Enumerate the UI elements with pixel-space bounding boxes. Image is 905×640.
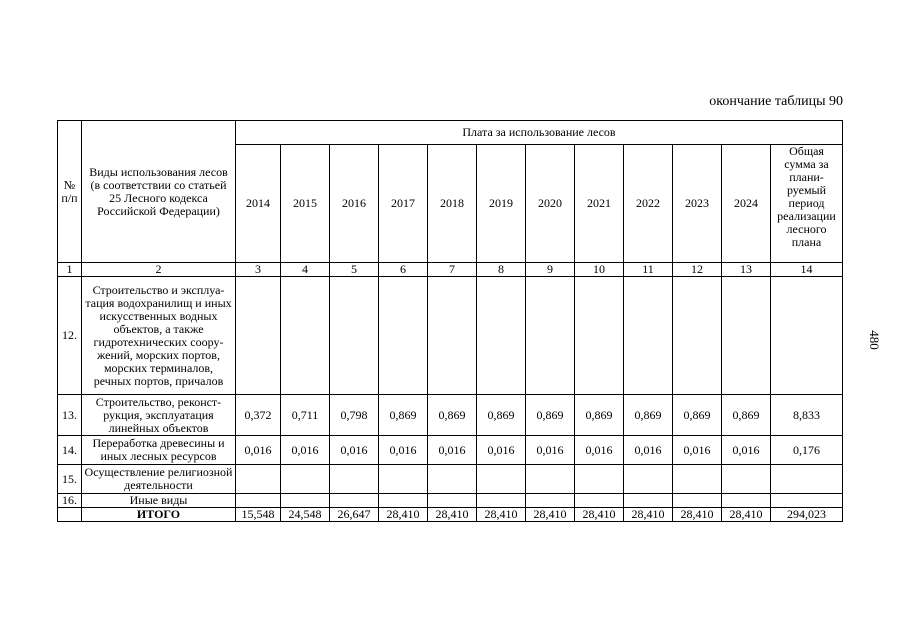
value-cell (236, 465, 281, 494)
total-column-header: Общая сумма за плани-руемый период реализации лесного плана (771, 145, 843, 263)
column-number: 10 (575, 263, 624, 277)
value-cell: 0,711 (281, 395, 330, 436)
total-value-cell: 28,410 (379, 508, 428, 522)
total-value-cell: 26,647 (330, 508, 379, 522)
total-value-cell: 28,410 (477, 508, 526, 522)
total-label: ИТОГО (82, 508, 236, 522)
value-cell: 0,869 (575, 395, 624, 436)
column-number: 2 (82, 263, 236, 277)
column-number: 12 (673, 263, 722, 277)
value-cell (379, 494, 428, 508)
value-cell (330, 277, 379, 395)
value-cell: 0,016 (526, 436, 575, 465)
value-cell (477, 494, 526, 508)
year-header: 2024 (722, 145, 771, 263)
total-row-number (58, 508, 82, 522)
row-number: 14. (58, 436, 82, 465)
year-header: 2016 (330, 145, 379, 263)
table-caption: окончание таблицы 90 (709, 94, 843, 109)
row-number: 13. (58, 395, 82, 436)
value-cell (722, 465, 771, 494)
table-row (58, 395, 843, 436)
year-header: 2022 (624, 145, 673, 263)
value-cell (281, 494, 330, 508)
row-total-cell (771, 277, 843, 395)
row-number: 16. (58, 494, 82, 508)
value-cell: 0,869 (526, 395, 575, 436)
value-cell (575, 277, 624, 395)
value-cell (428, 494, 477, 508)
value-cell (428, 465, 477, 494)
value-cell: 0,869 (722, 395, 771, 436)
value-cell (379, 465, 428, 494)
row-name: Строительство, реконст-рукция, эксплуатация линейных объектов (82, 395, 236, 436)
row-number: 15. (58, 465, 82, 494)
year-header: 2020 (526, 145, 575, 263)
value-cell (281, 277, 330, 395)
value-cell: 0,016 (379, 436, 428, 465)
value-cell (428, 277, 477, 395)
value-cell (624, 277, 673, 395)
row-total-cell (771, 465, 843, 494)
column-number: 6 (379, 263, 428, 277)
value-cell (673, 465, 722, 494)
value-cell: 0,016 (624, 436, 673, 465)
year-header: 2017 (379, 145, 428, 263)
column-number: 4 (281, 263, 330, 277)
total-value-cell: 28,410 (722, 508, 771, 522)
value-cell (722, 494, 771, 508)
value-cell (526, 494, 575, 508)
total-value-cell: 28,410 (624, 508, 673, 522)
value-cell (236, 494, 281, 508)
value-cell (673, 277, 722, 395)
value-cell (624, 465, 673, 494)
column-number: 7 (428, 263, 477, 277)
value-cell (379, 277, 428, 395)
column-header-number: № п/п (58, 121, 82, 263)
total-value-cell: 28,410 (673, 508, 722, 522)
column-number: 3 (236, 263, 281, 277)
value-cell: 0,869 (428, 395, 477, 436)
table-row (58, 465, 843, 494)
value-cell: 0,016 (575, 436, 624, 465)
value-cell (477, 465, 526, 494)
value-cell (624, 494, 673, 508)
table-row (58, 277, 843, 395)
value-cell (575, 494, 624, 508)
value-cell: 0,016 (722, 436, 771, 465)
total-value-cell: 15,548 (236, 508, 281, 522)
page-number: 480 (866, 330, 882, 350)
grand-total-cell: 294,023 (771, 508, 843, 522)
value-cell: 0,016 (428, 436, 477, 465)
value-cell (526, 277, 575, 395)
row-name: Иные виды (82, 494, 236, 508)
row-name: Переработка древесины и иных лесных ресурсов (82, 436, 236, 465)
column-header-type: Виды использования лесов (в соответствии со статьей 25 Лесного кодекса Российской Федерации) (82, 121, 236, 263)
value-cell (477, 277, 526, 395)
forest-payment-table (57, 120, 843, 522)
value-cell: 0,869 (624, 395, 673, 436)
year-header: 2019 (477, 145, 526, 263)
value-cell (722, 277, 771, 395)
value-cell: 0,016 (477, 436, 526, 465)
value-cell (281, 465, 330, 494)
column-number: 1 (58, 263, 82, 277)
value-cell (330, 465, 379, 494)
value-cell (236, 277, 281, 395)
row-name: Строительство и эксплуа-тация водохранилищ и иных искусственных водных объектов, а также гидротехнических соору-жений, морских портов, морских терминалов, речных портов, причалов (82, 277, 236, 395)
column-number: 8 (477, 263, 526, 277)
total-row (58, 508, 843, 522)
table-row (58, 436, 843, 465)
year-header: 2014 (236, 145, 281, 263)
column-number: 13 (722, 263, 771, 277)
value-cell: 0,016 (281, 436, 330, 465)
total-value-cell: 28,410 (575, 508, 624, 522)
column-number: 5 (330, 263, 379, 277)
value-cell (673, 494, 722, 508)
value-cell: 0,016 (330, 436, 379, 465)
total-value-cell: 28,410 (428, 508, 477, 522)
value-cell: 0,798 (330, 395, 379, 436)
year-header: 2018 (428, 145, 477, 263)
row-total-cell: 8,833 (771, 395, 843, 436)
column-number: 11 (624, 263, 673, 277)
row-total-cell (771, 494, 843, 508)
value-cell: 0,869 (379, 395, 428, 436)
value-cell (575, 465, 624, 494)
total-value-cell: 28,410 (526, 508, 575, 522)
column-number: 9 (526, 263, 575, 277)
column-header-payment: Плата за использование лесов (236, 121, 843, 145)
row-name: Осуществление религиозной деятельности (82, 465, 236, 494)
value-cell: 0,372 (236, 395, 281, 436)
value-cell: 0,869 (477, 395, 526, 436)
year-header: 2023 (673, 145, 722, 263)
row-total-cell: 0,176 (771, 436, 843, 465)
year-header: 2021 (575, 145, 624, 263)
column-number: 14 (771, 263, 843, 277)
value-cell: 0,016 (236, 436, 281, 465)
total-value-cell: 24,548 (281, 508, 330, 522)
row-number: 12. (58, 277, 82, 395)
value-cell (330, 494, 379, 508)
value-cell: 0,016 (673, 436, 722, 465)
value-cell (526, 465, 575, 494)
year-header: 2015 (281, 145, 330, 263)
table-row (58, 494, 843, 508)
value-cell: 0,869 (673, 395, 722, 436)
